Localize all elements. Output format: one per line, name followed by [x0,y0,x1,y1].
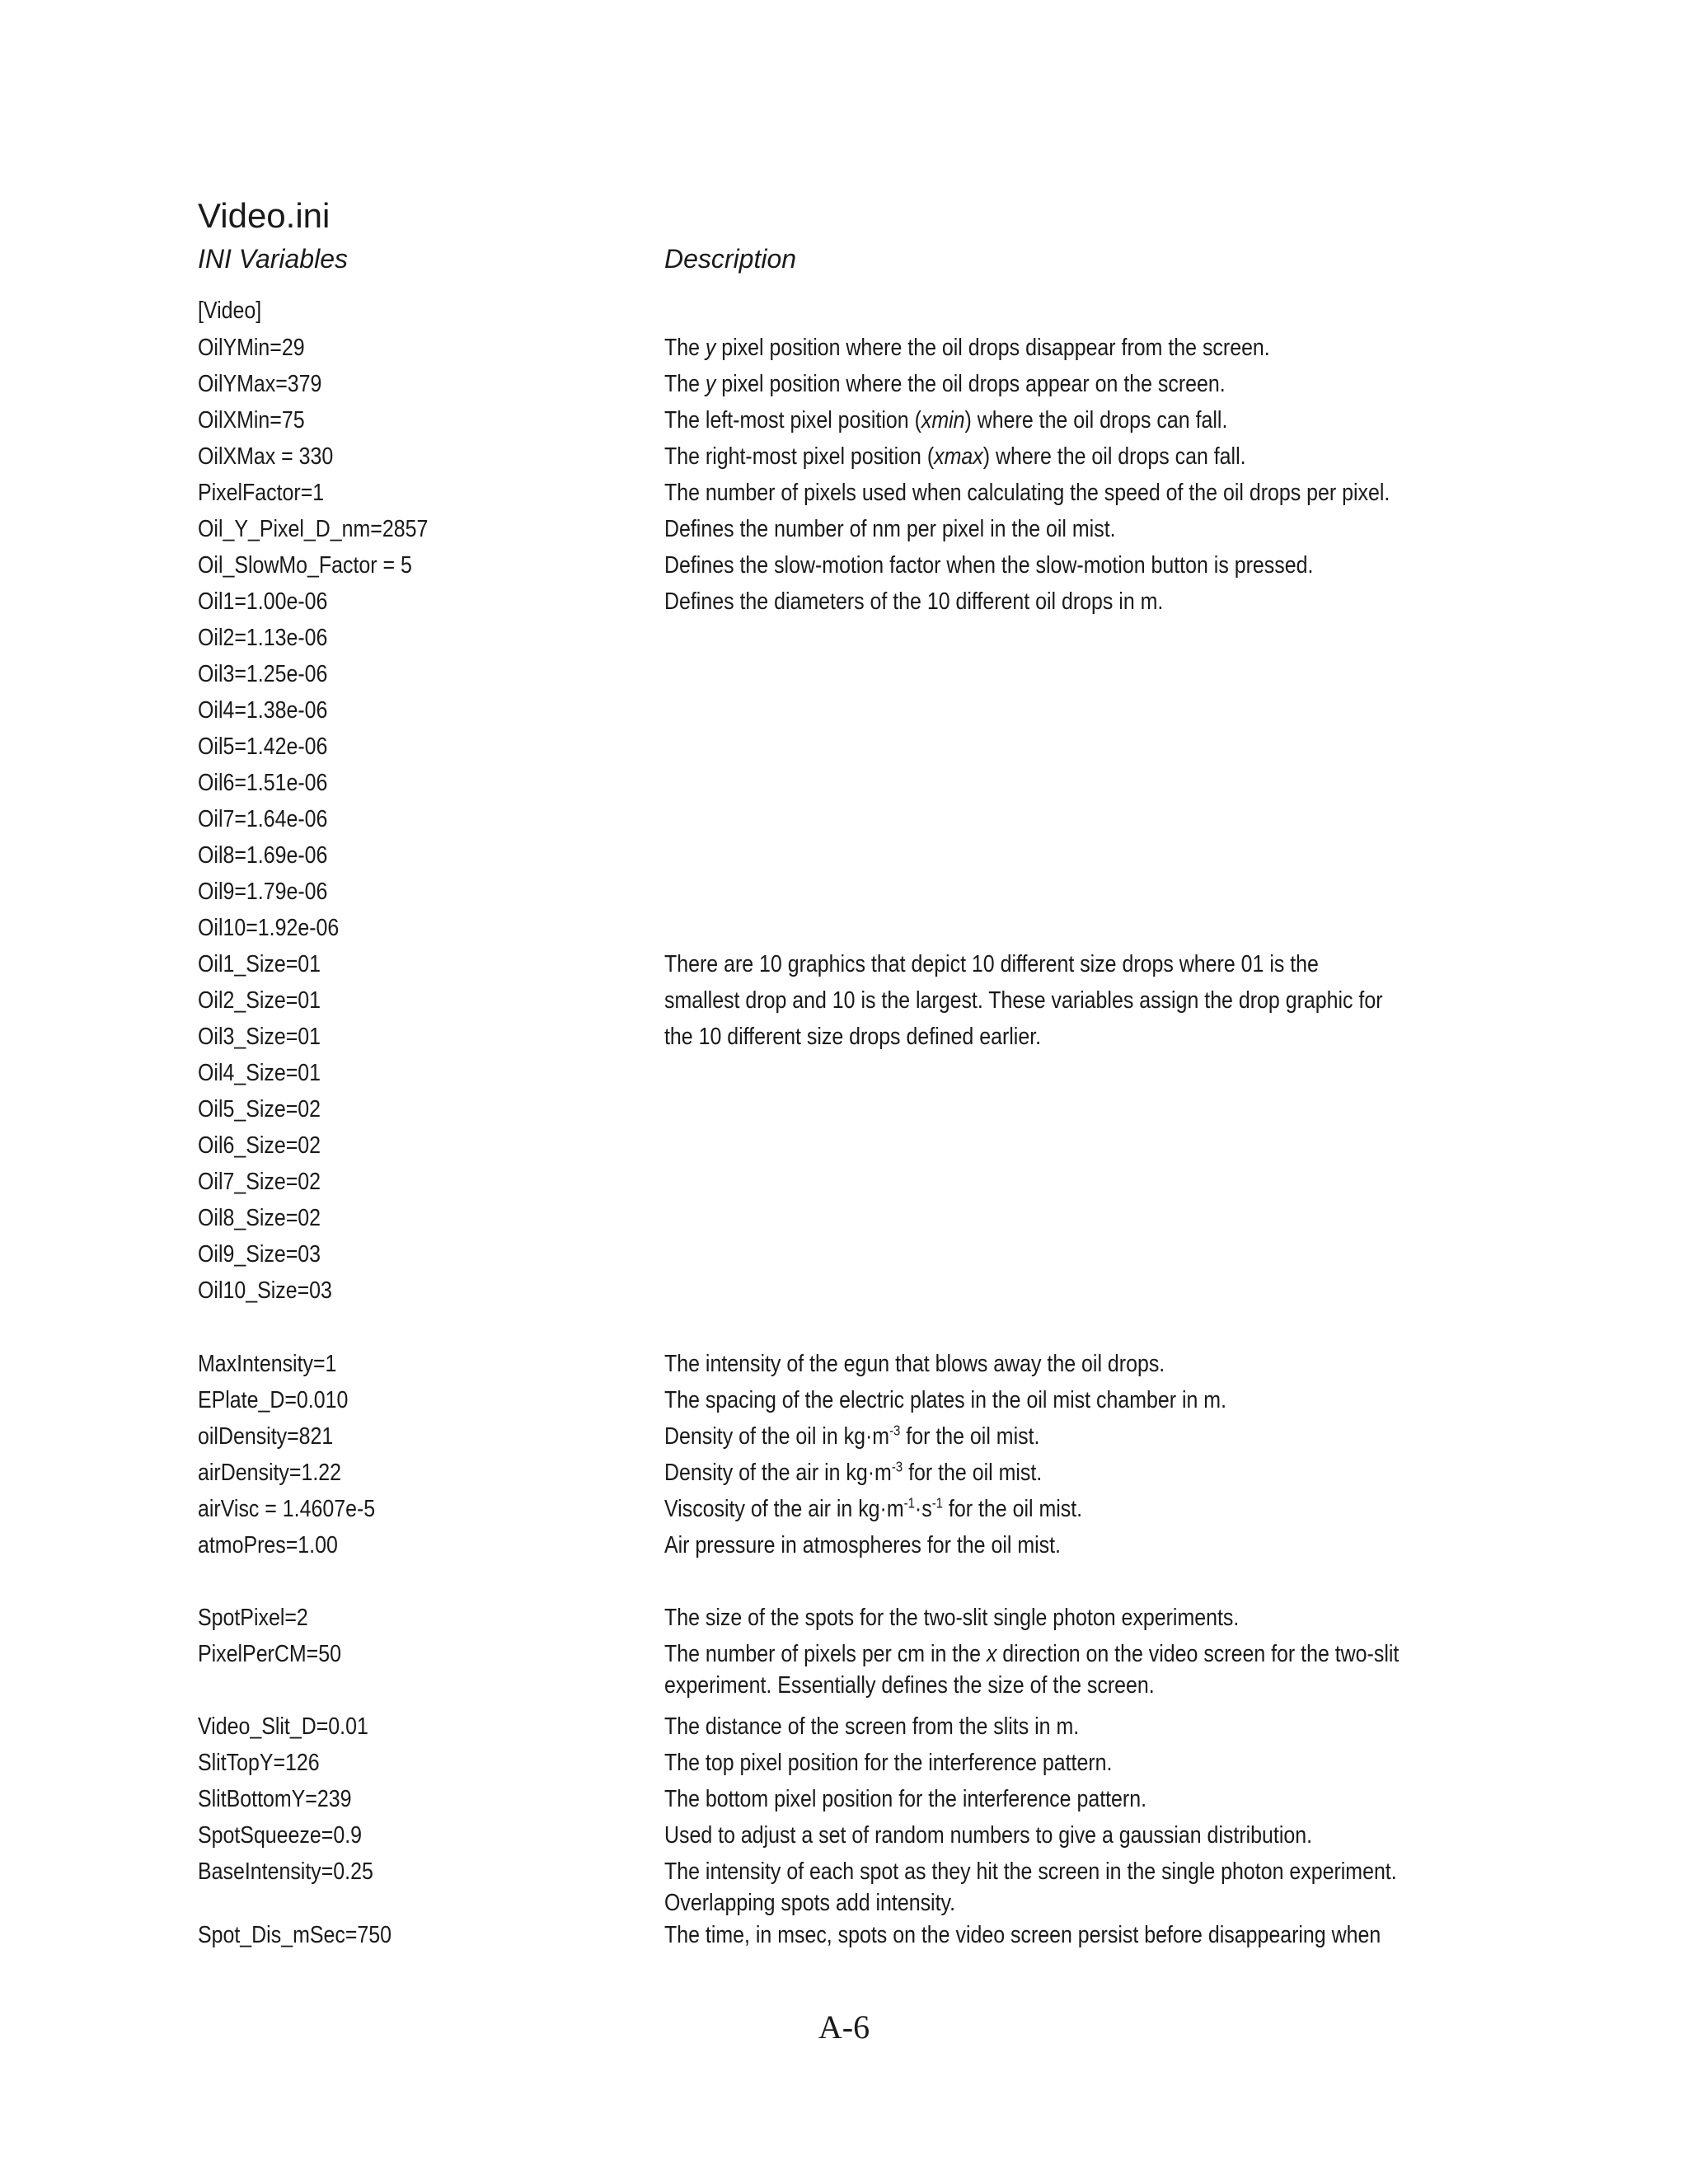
variable-description: Defines the number of nm per pixel in the oil mist. [664,516,1116,542]
variable-description: smallest drop and 10 is the largest. These variables assign the drop graphic for [664,987,1383,1014]
ini-variable: atmoPres=1.00 [198,1532,338,1558]
ini-variable: Oil10_Size=03 [198,1277,332,1304]
ini-variable: OilYMax=379 [198,371,322,397]
ini-variable: Oil3=1.25e-06 [198,661,328,687]
variable-description: Overlapping spots add intensity. [664,1890,956,1916]
description-em: x [986,1641,997,1667]
ini-variable: Oil3_Size=01 [198,1024,321,1050]
ini-variable: MaxIntensity=1 [198,1351,337,1377]
description-pre: Density of the oil in kg·m [664,1423,890,1450]
variable-description: The intensity of each spot as they hit the screen in the single photon experiment. [664,1858,1397,1885]
description-sup: -1 [903,1494,915,1511]
description-post: ) where the oil drops can fall. [982,443,1246,470]
variable-description: The top pixel position for the interference pattern. [664,1750,1113,1776]
description-mid: ·s [914,1496,932,1522]
ini-variable: airVisc = 1.4607e-5 [198,1496,376,1522]
variable-description: the 10 different size drops defined earlier. [664,1024,1042,1050]
description-pre: The number of pixels per cm in the [664,1641,987,1667]
variable-description [664,332,1270,363]
ini-variable: Oil7=1.64e-06 [198,806,328,832]
ini-variable: Oil8=1.69e-06 [198,842,328,869]
variable-description: The intensity of the egun that blows away the oil drops. [664,1351,1165,1377]
description-em: xmax [934,443,983,470]
variable-description: The distance of the screen from the slits in m. [664,1713,1080,1740]
ini-variable: Oil5=1.42e-06 [198,733,328,760]
ini-variable: Oil7_Size=02 [198,1169,321,1195]
ini-variable: Oil4_Size=01 [198,1060,321,1086]
description-sup2: -1 [931,1494,944,1511]
variable-description [664,1421,1039,1452]
variable-description: Used to adjust a set of random numbers to give a gaussian distribution. [664,1822,1313,1849]
header-ini-variables: INI Variables [198,244,348,274]
description-sup: -3 [891,1458,903,1475]
ini-variable: [Video] [198,298,262,324]
ini-variable: Oil9=1.79e-06 [198,879,328,905]
variable-description: experiment. Essentially defines the size of the screen. [664,1672,1155,1699]
ini-variable: EPlate_D=0.010 [198,1387,349,1413]
ini-variable: Oil10=1.92e-06 [198,915,340,941]
description-pre: The right-most pixel position ( [664,443,935,470]
variable-description [664,441,1246,472]
description-post: for the oil mist. [900,1423,1040,1450]
variable-description [664,405,1227,436]
description-pre: The [664,371,706,397]
ini-variable: Oil8_Size=02 [198,1205,321,1231]
ini-variable: OilXMax = 330 [198,443,334,470]
variable-description: There are 10 graphics that depict 10 different size drops where 01 is the [664,951,1319,977]
ini-variable: OilXMin=75 [198,407,305,434]
ini-variable: oilDensity=821 [198,1423,334,1450]
ini-variable: OilYMin=29 [198,335,305,361]
page-number: A-6 [818,2008,870,2046]
ini-variable: Oil2_Size=01 [198,987,321,1014]
variable-description: Defines the diameters of the 10 different oil drops in m. [664,588,1164,615]
header-description: Description [664,244,797,274]
ini-variable: Oil_Y_Pixel_D_nm=2857 [198,516,429,542]
ini-variable: Oil1=1.00e-06 [198,588,328,615]
variable-description: The number of pixels used when calculating the speed of the oil drops per pixel. [664,480,1390,506]
description-pre: Viscosity of the air in kg·m [664,1496,904,1522]
ini-variable: Video_Slit_D=0.01 [198,1713,368,1740]
ini-variable: Oil9_Size=03 [198,1241,321,1268]
variable-description [664,1638,1399,1670]
ini-variable: Oil6_Size=02 [198,1132,321,1159]
variable-description [664,1493,1082,1525]
ini-variable: SpotPixel=2 [198,1605,308,1631]
variable-description: The bottom pixel position for the interference pattern. [664,1786,1147,1812]
variable-description: Air pressure in atmospheres for the oil mist. [664,1532,1061,1558]
variable-description: The time, in msec, spots on the video screen persist before disappearing when [664,1922,1381,1948]
description-post: pixel position where the oil drops disappear from the screen. [715,335,1270,361]
variable-description [664,1457,1042,1488]
ini-variable: Oil1_Size=01 [198,951,321,977]
variable-description: Defines the slow-motion factor when the slow-motion button is pressed. [664,552,1314,579]
description-pre: Density of the air in kg·m [664,1460,892,1486]
ini-variable: Oil4=1.38e-06 [198,697,328,724]
description-em: y [705,371,716,397]
page-title: Video.ini [198,196,331,235]
description-sup: -3 [889,1422,901,1439]
ini-variable: SlitBottomY=239 [198,1786,352,1812]
ini-variable: Oil5_Size=02 [198,1096,321,1122]
variable-description: The spacing of the electric plates in the oil mist chamber in m. [664,1387,1227,1413]
description-post: direction on the video screen for the two-slit [996,1641,1400,1667]
ini-variable: PixelPerCM=50 [198,1641,341,1667]
description-post: for the oil mist. [943,1496,1083,1522]
ini-variable: BaseIntensity=0.25 [198,1858,373,1885]
ini-variable: Spot_Dis_mSec=750 [198,1922,392,1948]
ini-variable: SlitTopY=126 [198,1750,320,1776]
ini-variable: SpotSqueeze=0.9 [198,1822,363,1849]
variable-description: The size of the spots for the two-slit single photon experiments. [664,1605,1240,1631]
description-post: for the oil mist. [903,1460,1043,1486]
description-pre: The left-most pixel position ( [664,407,921,434]
description-pre: The [664,335,706,361]
ini-variable: Oil_SlowMo_Factor = 5 [198,552,412,579]
ini-variable: Oil6=1.51e-06 [198,770,328,796]
ini-variable: airDensity=1.22 [198,1460,341,1486]
ini-variable: PixelFactor=1 [198,480,325,506]
variable-description [664,368,1226,400]
description-post: pixel position where the oil drops appear on the screen. [715,371,1226,397]
description-em: y [705,335,716,361]
description-em: xmin [921,407,965,434]
ini-variable: Oil2=1.13e-06 [198,625,328,651]
description-post: ) where the oil drops can fall. [964,407,1228,434]
